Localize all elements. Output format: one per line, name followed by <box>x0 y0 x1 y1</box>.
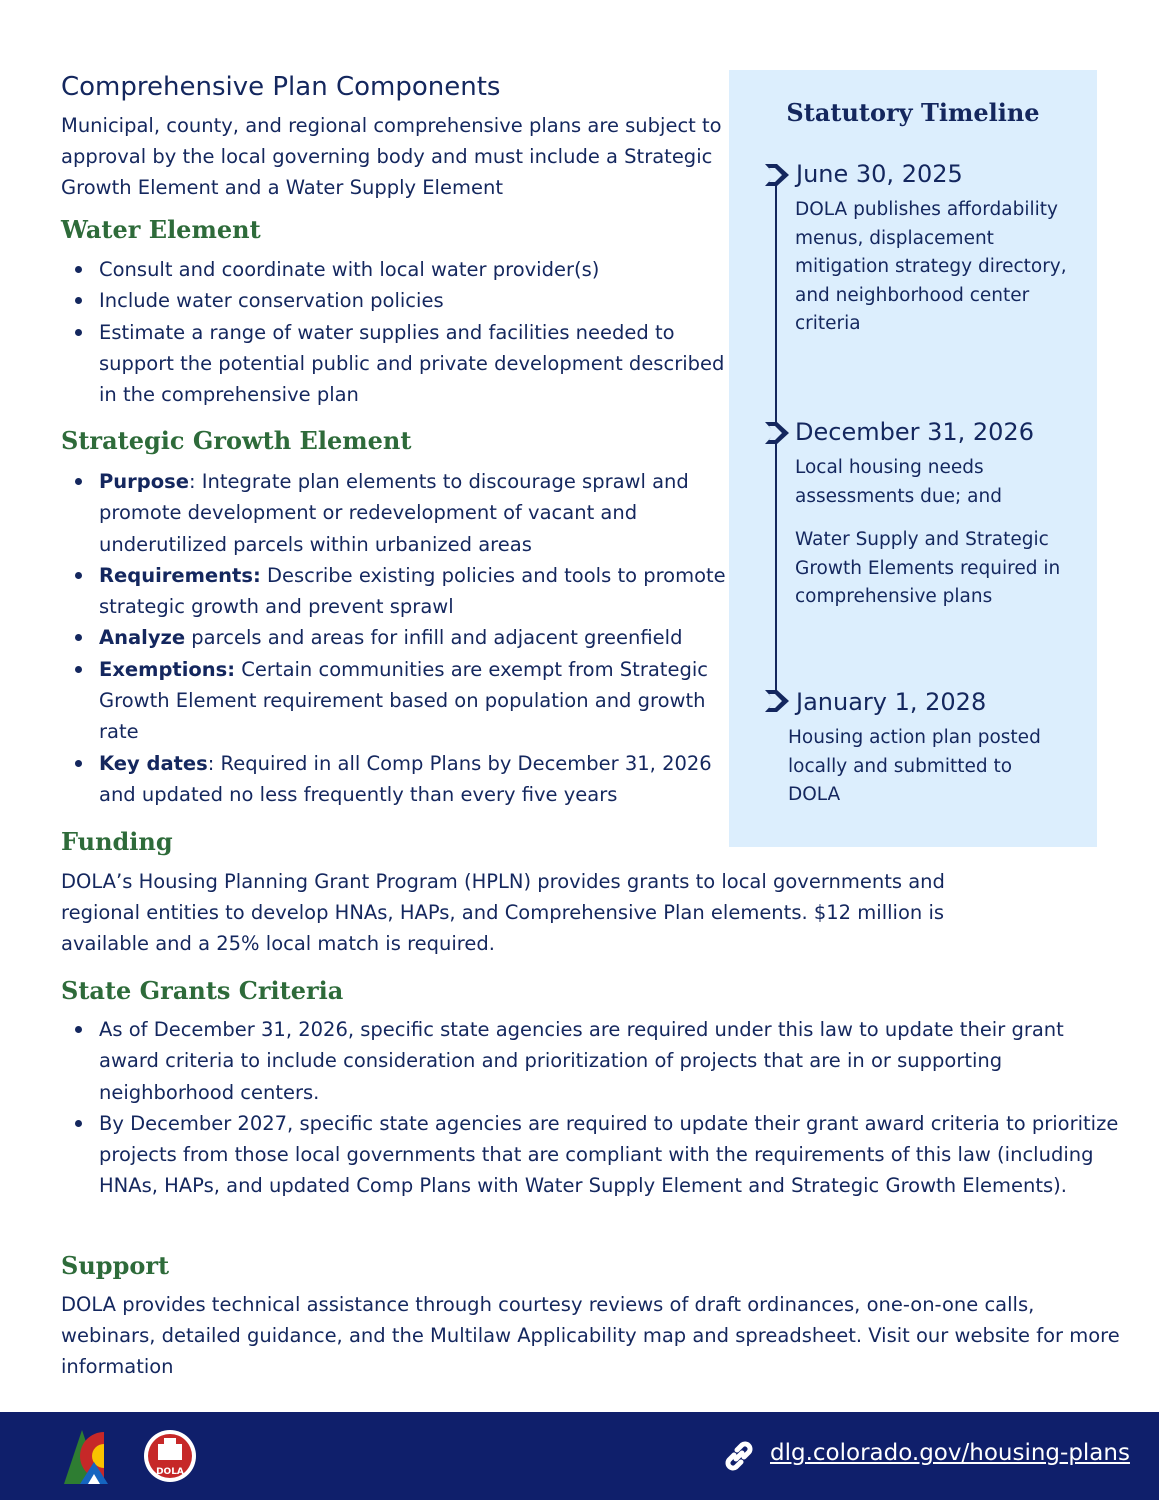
list-item: By December 2027, specific state agencies are required to update their grant award criteria to prioritize projects from those local governments that are compliant with the requirements of this law (including HNAs, HAPs, and updated Comp Plans with Water Supply Element and Strategic Growth Elements). <box>61 1108 1121 1202</box>
list-item <box>61 466 731 560</box>
item-text: parcels and areas for infill and adjacent greenfield <box>185 626 683 650</box>
list-item: Consult and coordinate with local water provider(s) <box>61 254 731 285</box>
list-item <box>61 560 731 623</box>
strategic-growth-list <box>61 466 731 810</box>
funding-text: DOLA’s Housing Planning Grant Program (HPLN) provides grants to local governments and regional entities to develop HNAs, HAPs, and Comprehensive Plan elements. $12 million is available and a 25% local match is required. <box>61 870 945 955</box>
list-item <box>61 622 731 653</box>
chevron-right-icon <box>763 162 791 188</box>
water-element-heading: Water Element <box>61 215 261 244</box>
list-item: Estimate a range of water supplies and facilities needed to support the potential public and private development described in the comprehensive plan <box>61 317 731 411</box>
support-heading: Support <box>61 1251 170 1280</box>
website-link[interactable]: dlg.colorado.gov/housing-plans <box>770 1440 1130 1466</box>
timeline-date: January 1, 2028 <box>796 688 987 716</box>
item-text: : Integrate plan elements to discourage sprawl and promote development or redevelopment of vacant and underutilized parcels within urbanized areas <box>99 470 689 556</box>
state-grants-heading: State Grants Criteria <box>61 976 344 1005</box>
state-grants-list <box>61 1014 1121 1202</box>
item-label: Analyze <box>99 626 186 650</box>
timeline-date: June 30, 2025 <box>796 160 963 188</box>
colorado-dola-logos <box>60 1426 200 1490</box>
item-label: Key dates <box>99 751 208 775</box>
list-item: Include water conservation policies <box>61 285 731 316</box>
timeline-date: December 31, 2026 <box>795 418 1034 446</box>
item-label: Requirements: <box>99 563 261 587</box>
timeline-text: Local housing needs assessments due; and <box>795 457 1002 507</box>
statutory-timeline-panel <box>729 70 1097 847</box>
link-icon <box>722 1439 756 1473</box>
dola-logo-text: DOLA <box>156 1467 184 1477</box>
chevron-right-icon <box>763 688 791 714</box>
funding-heading: Funding <box>61 827 173 856</box>
timeline-title: Statutory Timeline <box>786 98 1040 127</box>
water-element-list <box>61 254 731 410</box>
intro-text: Municipal, county, and regional comprehensive plans are subject to approval by the local governing body and must include a Strategic Growth Element and a Water Supply Element <box>61 114 722 199</box>
list-item: As of December 31, 2026, specific state agencies are required under this law to update their grant award criteria to include consideration and prioritization of projects that are in or supporting neighborhood centers. <box>61 1014 1121 1108</box>
item-text: Certain communities are exempt from Strategic Growth Element requirement based on population and growth rate <box>99 657 708 744</box>
footer-bar <box>0 1412 1159 1500</box>
chevron-right-icon <box>763 420 791 446</box>
item-text: Describe existing policies and tools to promote strategic growth and prevent sprawl <box>99 563 726 619</box>
item-label: Exemptions: <box>99 657 236 681</box>
page-title: Comprehensive Plan Components <box>61 72 501 102</box>
support-text: DOLA provides technical assistance through courtesy reviews of draft ordinances, one-on-one calls, webinars, detailed guidance, and the Multilaw Applicability map and spreadsheet. Visit our website for more information <box>61 1293 1120 1378</box>
timeline-text: Water Supply and Strategic Growth Elements required in comprehensive plans <box>795 529 1061 607</box>
list-item <box>61 654 731 748</box>
list-item <box>61 748 731 811</box>
timeline-text: DOLA publishes affordability menus, displacement mitigation strategy directory, and neighborhood center criteria <box>795 199 1067 334</box>
strategic-growth-heading: Strategic Growth Element <box>61 426 412 455</box>
timeline-text: Housing action plan posted locally and submitted to DOLA <box>788 727 1041 805</box>
item-label: Purpose <box>99 470 189 493</box>
item-text: : Required in all Comp Plans by December 31, 2026 and updated no less frequently than every five years <box>99 751 712 806</box>
